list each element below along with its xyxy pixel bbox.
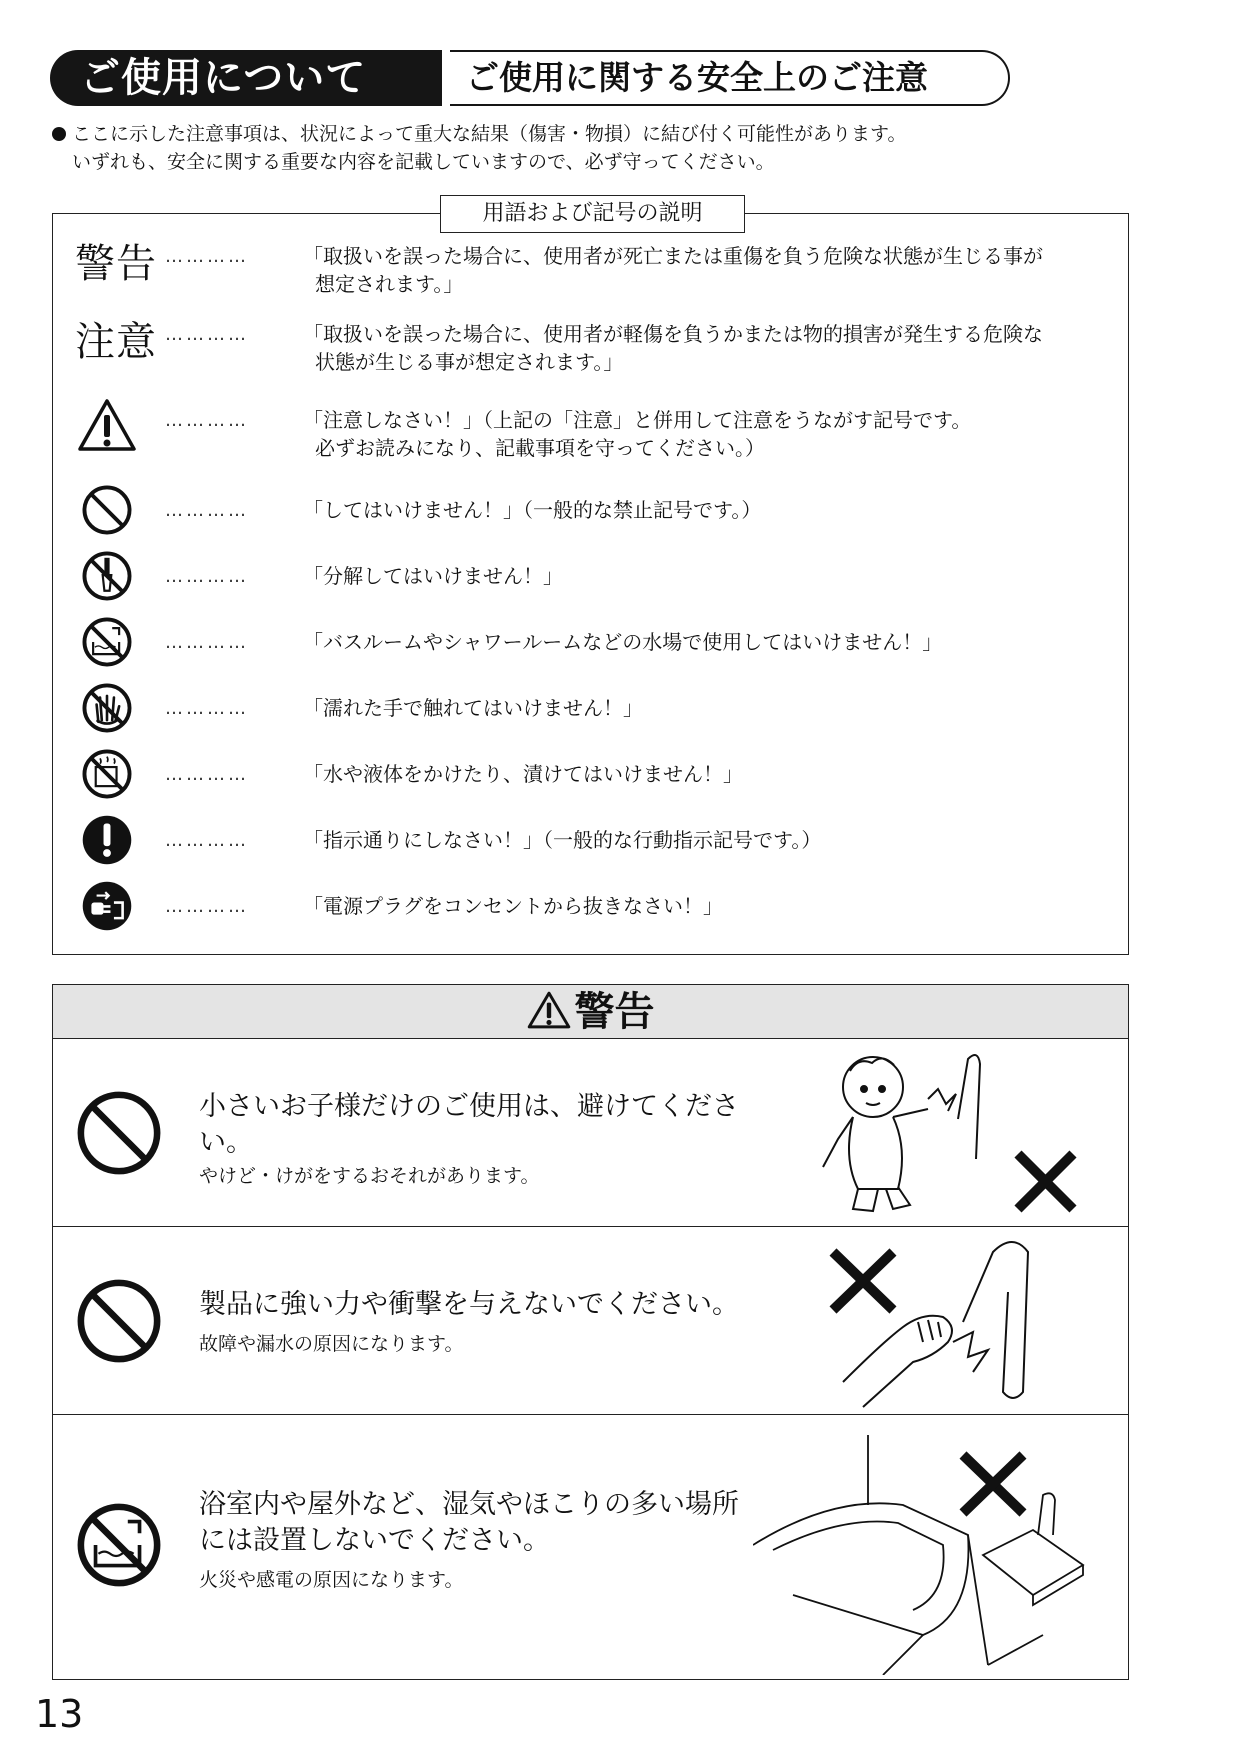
leader-dots: …………	[165, 500, 249, 521]
unplug-icon	[81, 880, 133, 932]
leader-dots: …………	[165, 632, 249, 653]
intro-line-1: ここに示した注意事項は、状況によって重大な結果（傷害・物損）に結び付く可能性があります。	[72, 123, 907, 145]
warning-item	[53, 1039, 1128, 1227]
leader-dots: …………	[165, 698, 249, 719]
leader-dots: …………	[165, 566, 249, 587]
no-water-icon	[81, 748, 133, 800]
legend-desc-line: 「指示通りにしなさい！」（一般的な行動指示記号です。）	[303, 828, 822, 852]
leader-dots: …………	[165, 896, 249, 917]
intro-text	[52, 120, 906, 176]
warning-item-text: 浴室内や屋外など、湿気やほこりの多い場所には設置しないでください。	[199, 1489, 739, 1556]
section-header	[50, 50, 1010, 106]
legend-desc-line: 「濡れた手で触れてはいけません！」	[303, 696, 643, 720]
no-disassembly-icon	[81, 550, 133, 602]
legend-desc-line: 「バスルームやシャワールームなどの水場で使用してはいけません！」	[303, 630, 943, 654]
warning-title: 警告	[574, 989, 655, 1035]
no-wet-area-icon	[81, 616, 133, 668]
intro-line-2: いずれも、安全に関する重要な内容を記載していますので、必ず守ってください。	[72, 151, 775, 173]
legend-desc	[303, 242, 1103, 298]
caution-triangle-icon	[527, 990, 571, 1030]
legend-desc-line: 「してはいけません！」（一般的な禁止記号です。）	[303, 498, 762, 522]
legend-desc-line: 必ずお読みになり、記載事項を守ってください。）	[315, 436, 765, 460]
prohibition-icon	[81, 484, 133, 536]
leader-dots: …………	[165, 246, 249, 267]
legend-desc	[303, 406, 1103, 462]
bullet-icon	[52, 127, 66, 141]
legend-desc-line: 「注意しなさい！」（上記の「注意」と併用して注意をうながす記号です。	[303, 408, 972, 432]
no-wet-hands-icon	[81, 682, 133, 734]
prohibition-icon	[75, 1089, 163, 1177]
leader-dots: …………	[165, 764, 249, 785]
section-subtitle: ご使用に関する安全上のご注意	[440, 50, 1010, 106]
mandatory-action-icon	[81, 814, 133, 866]
legend-desc	[303, 826, 1103, 854]
leader-dots: …………	[165, 324, 249, 345]
legend-desc	[303, 496, 1103, 524]
no-wet-area-icon	[75, 1501, 163, 1589]
legend-desc	[303, 892, 1103, 920]
legend-desc	[303, 562, 1103, 590]
legend-desc	[303, 320, 1103, 376]
warning-item-note: やけど・けがをするおそれがあります。	[199, 1165, 540, 1187]
legend-desc-line: 「分解してはいけません！」	[303, 564, 563, 588]
leader-dots: …………	[165, 410, 249, 431]
section-tab-title: ご使用について	[50, 50, 440, 106]
prohibition-icon	[75, 1277, 163, 1365]
legend-desc-line: 想定されます。」	[315, 272, 464, 296]
caution-triangle-icon	[77, 396, 137, 456]
warning-header	[53, 985, 1128, 1039]
warning-item-note: 故障や漏水の原因になります。	[199, 1333, 464, 1355]
fist-hitting-faucet-illustration	[823, 1232, 1103, 1412]
legend-desc-line: 「電源プラグをコンセントから抜きなさい！」	[303, 894, 723, 918]
legend-desc	[303, 760, 1103, 788]
legend-desc-line: 状態が生じる事が想定されます。」	[315, 350, 624, 374]
page-number: 13	[35, 1692, 84, 1736]
warning-item-text: 製品に強い力や衝撃を与えないでください。	[199, 1289, 739, 1320]
leader-dots: …………	[165, 830, 249, 851]
legend-term: 注意	[75, 319, 157, 365]
legend-term: 警告	[75, 241, 157, 287]
warning-item-note: 火災や感電の原因になります。	[199, 1569, 464, 1591]
bathroom-installation-illustration	[753, 1435, 1123, 1675]
legend-box	[52, 213, 1129, 955]
legend-desc-line: 「水や液体をかけたり、漬けてはいけません！」	[303, 762, 743, 786]
legend-desc-line: 「取扱いを誤った場合に、使用者が死亡または重傷を負う危険な状態が生じる事が	[303, 244, 1043, 268]
legend-desc	[303, 694, 1103, 722]
warning-item-text: 小さいお子様だけのご使用は、避けてください。	[199, 1091, 739, 1158]
warning-box	[52, 984, 1129, 1680]
warning-item	[53, 1415, 1128, 1681]
legend-desc-line: 「取扱いを誤った場合に、使用者が軽傷を負うかまたは物的損害が発生する危険な	[303, 322, 1043, 346]
legend-desc	[303, 628, 1103, 656]
legend-title: 用語および記号の説明	[440, 195, 745, 233]
warning-item	[53, 1227, 1128, 1415]
child-touching-faucet-illustration	[798, 1049, 1098, 1224]
